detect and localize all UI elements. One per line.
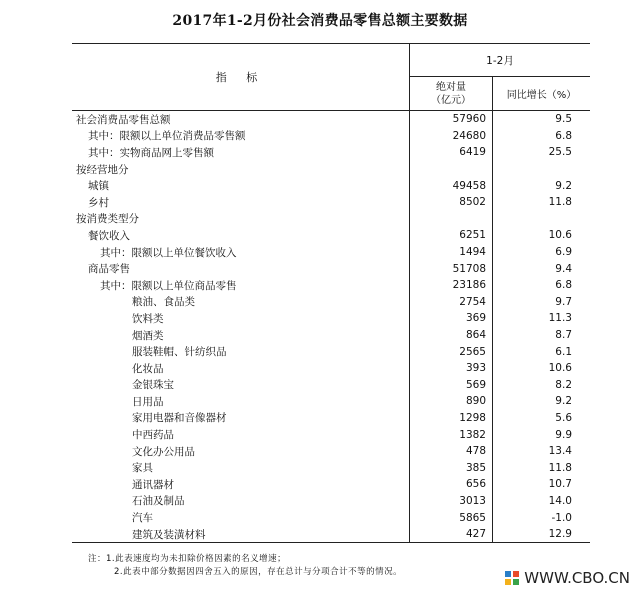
row-yoy-growth: 25.5 bbox=[493, 144, 591, 161]
row-label: 按消费类型分 bbox=[76, 213, 139, 226]
table-row bbox=[72, 294, 590, 311]
yoy-header: 同比增长（%） bbox=[493, 77, 591, 111]
row-absolute-value: 57960 bbox=[410, 111, 493, 128]
row-label: 餐饮收入 bbox=[88, 229, 130, 242]
row-yoy-growth bbox=[493, 161, 591, 178]
table-row bbox=[72, 327, 590, 344]
table-row bbox=[72, 509, 590, 526]
row-absolute-value: 1298 bbox=[410, 410, 493, 427]
row-absolute-value: 656 bbox=[410, 476, 493, 493]
table-row bbox=[72, 128, 590, 145]
row-absolute-value: 2754 bbox=[410, 294, 493, 311]
table-row bbox=[72, 227, 590, 244]
table-row bbox=[72, 161, 590, 178]
row-label: 中西药品 bbox=[132, 429, 174, 442]
row-absolute-value: 6419 bbox=[410, 144, 493, 161]
row-label: 饮料类 bbox=[132, 312, 164, 325]
cbo-logo-icon bbox=[504, 570, 520, 586]
row-absolute-value: 1494 bbox=[410, 244, 493, 261]
row-yoy-growth bbox=[493, 211, 591, 228]
row-yoy-growth: 14.0 bbox=[493, 493, 591, 510]
indicator-header: 指 标 bbox=[72, 44, 410, 111]
table-row bbox=[72, 459, 590, 476]
row-yoy-growth: 6.8 bbox=[493, 277, 591, 294]
row-label: 烟酒类 bbox=[132, 329, 164, 342]
watermark bbox=[504, 569, 630, 587]
table-row bbox=[72, 360, 590, 377]
row-label: 其中：限额以上单位消费品零售额 bbox=[88, 130, 246, 143]
row-absolute-value: 3013 bbox=[410, 493, 493, 510]
table-row bbox=[72, 493, 590, 510]
table-row bbox=[72, 443, 590, 460]
row-label: 金银珠宝 bbox=[132, 379, 174, 392]
row-label: 石油及制品 bbox=[132, 495, 185, 508]
row-yoy-growth: 10.6 bbox=[493, 360, 591, 377]
row-absolute-value: 890 bbox=[410, 393, 493, 410]
table-row bbox=[72, 476, 590, 493]
period-header: 1-2月 bbox=[410, 44, 591, 77]
row-label: 其中：实物商品网上零售额 bbox=[88, 146, 214, 159]
row-absolute-value: 385 bbox=[410, 459, 493, 476]
table-row bbox=[72, 426, 590, 443]
row-yoy-growth: 9.4 bbox=[493, 260, 591, 277]
table-row bbox=[72, 393, 590, 410]
row-absolute-value: 51708 bbox=[410, 260, 493, 277]
table-row bbox=[72, 526, 590, 543]
table-row bbox=[72, 177, 590, 194]
row-yoy-growth: 6.8 bbox=[493, 128, 591, 145]
row-absolute-value: 5865 bbox=[410, 509, 493, 526]
row-label: 汽车 bbox=[132, 512, 153, 525]
footnotes bbox=[88, 553, 402, 579]
row-yoy-growth: 13.4 bbox=[493, 443, 591, 460]
watermark-text: WWW.CBO.CN bbox=[524, 569, 630, 587]
row-yoy-growth: 8.7 bbox=[493, 327, 591, 344]
row-yoy-growth: -1.0 bbox=[493, 509, 591, 526]
row-yoy-growth: 8.2 bbox=[493, 377, 591, 394]
table-row bbox=[72, 111, 590, 128]
row-absolute-value: 49458 bbox=[410, 177, 493, 194]
row-absolute-value: 8502 bbox=[410, 194, 493, 211]
row-yoy-growth: 10.7 bbox=[493, 476, 591, 493]
absolute-header-unit: （亿元） bbox=[431, 94, 471, 106]
row-absolute-value: 23186 bbox=[410, 277, 493, 294]
row-yoy-growth: 9.5 bbox=[493, 111, 591, 128]
row-absolute-value bbox=[410, 211, 493, 228]
table-row bbox=[72, 260, 590, 277]
row-label: 文化办公用品 bbox=[132, 445, 195, 458]
row-label: 按经营地分 bbox=[76, 163, 129, 176]
table-row bbox=[72, 277, 590, 294]
row-label: 化妆品 bbox=[132, 362, 164, 375]
row-absolute-value: 6251 bbox=[410, 227, 493, 244]
row-label: 其中：限额以上单位餐饮收入 bbox=[100, 246, 237, 259]
table-row bbox=[72, 377, 590, 394]
row-absolute-value: 569 bbox=[410, 377, 493, 394]
row-yoy-growth: 5.6 bbox=[493, 410, 591, 427]
row-label: 日用品 bbox=[132, 395, 164, 408]
row-yoy-growth: 9.7 bbox=[493, 294, 591, 311]
row-label: 家具 bbox=[132, 462, 153, 475]
row-absolute-value: 478 bbox=[410, 443, 493, 460]
row-absolute-value: 2565 bbox=[410, 343, 493, 360]
row-yoy-growth: 12.9 bbox=[493, 526, 591, 543]
footnote-1: 注：1.此表速度均为未扣除价格因素的名义增速； bbox=[88, 554, 287, 564]
row-absolute-value: 427 bbox=[410, 526, 493, 543]
table-row bbox=[72, 244, 590, 261]
row-absolute-value: 369 bbox=[410, 310, 493, 327]
page-title: 2017年1-2月份社会消费品零售总额主要数据 bbox=[172, 13, 468, 29]
row-yoy-growth: 6.9 bbox=[493, 244, 591, 261]
row-label: 服装鞋帽、针纺织品 bbox=[132, 346, 227, 359]
table-row bbox=[72, 343, 590, 360]
absolute-header-label: 绝对量 bbox=[436, 81, 466, 93]
retail-data-table bbox=[72, 43, 590, 543]
row-absolute-value bbox=[410, 161, 493, 178]
row-label: 社会消费品零售总额 bbox=[76, 113, 171, 126]
row-label: 建筑及装潢材料 bbox=[72, 526, 410, 543]
row-yoy-growth: 10.6 bbox=[493, 227, 591, 244]
row-label: 城镇 bbox=[88, 180, 109, 193]
table-row bbox=[72, 144, 590, 161]
table-body bbox=[72, 111, 590, 543]
table-row bbox=[72, 310, 590, 327]
row-yoy-growth: 9.2 bbox=[493, 393, 591, 410]
footnote-2: 2.此表中部分数据因四舍五入的原因，存在总计与分项合计不等的情况。 bbox=[114, 567, 403, 577]
absolute-header bbox=[410, 77, 493, 111]
row-yoy-growth: 9.9 bbox=[493, 426, 591, 443]
row-label: 通讯器材 bbox=[132, 478, 174, 491]
table-row bbox=[72, 194, 590, 211]
row-yoy-growth: 11.3 bbox=[493, 310, 591, 327]
row-absolute-value: 864 bbox=[410, 327, 493, 344]
row-absolute-value: 1382 bbox=[410, 426, 493, 443]
row-label: 乡村 bbox=[88, 196, 109, 209]
table-row bbox=[72, 410, 590, 427]
row-yoy-growth: 6.1 bbox=[493, 343, 591, 360]
row-label: 家用电器和音像器材 bbox=[132, 412, 227, 425]
table-row bbox=[72, 211, 590, 228]
row-absolute-value: 24680 bbox=[410, 128, 493, 145]
row-absolute-value: 393 bbox=[410, 360, 493, 377]
row-yoy-growth: 9.2 bbox=[493, 177, 591, 194]
row-yoy-growth: 11.8 bbox=[493, 194, 591, 211]
row-yoy-growth: 11.8 bbox=[493, 459, 591, 476]
row-label: 其中：限额以上单位商品零售 bbox=[100, 279, 237, 292]
row-label: 粮油、食品类 bbox=[132, 296, 195, 309]
row-label: 商品零售 bbox=[88, 263, 130, 276]
